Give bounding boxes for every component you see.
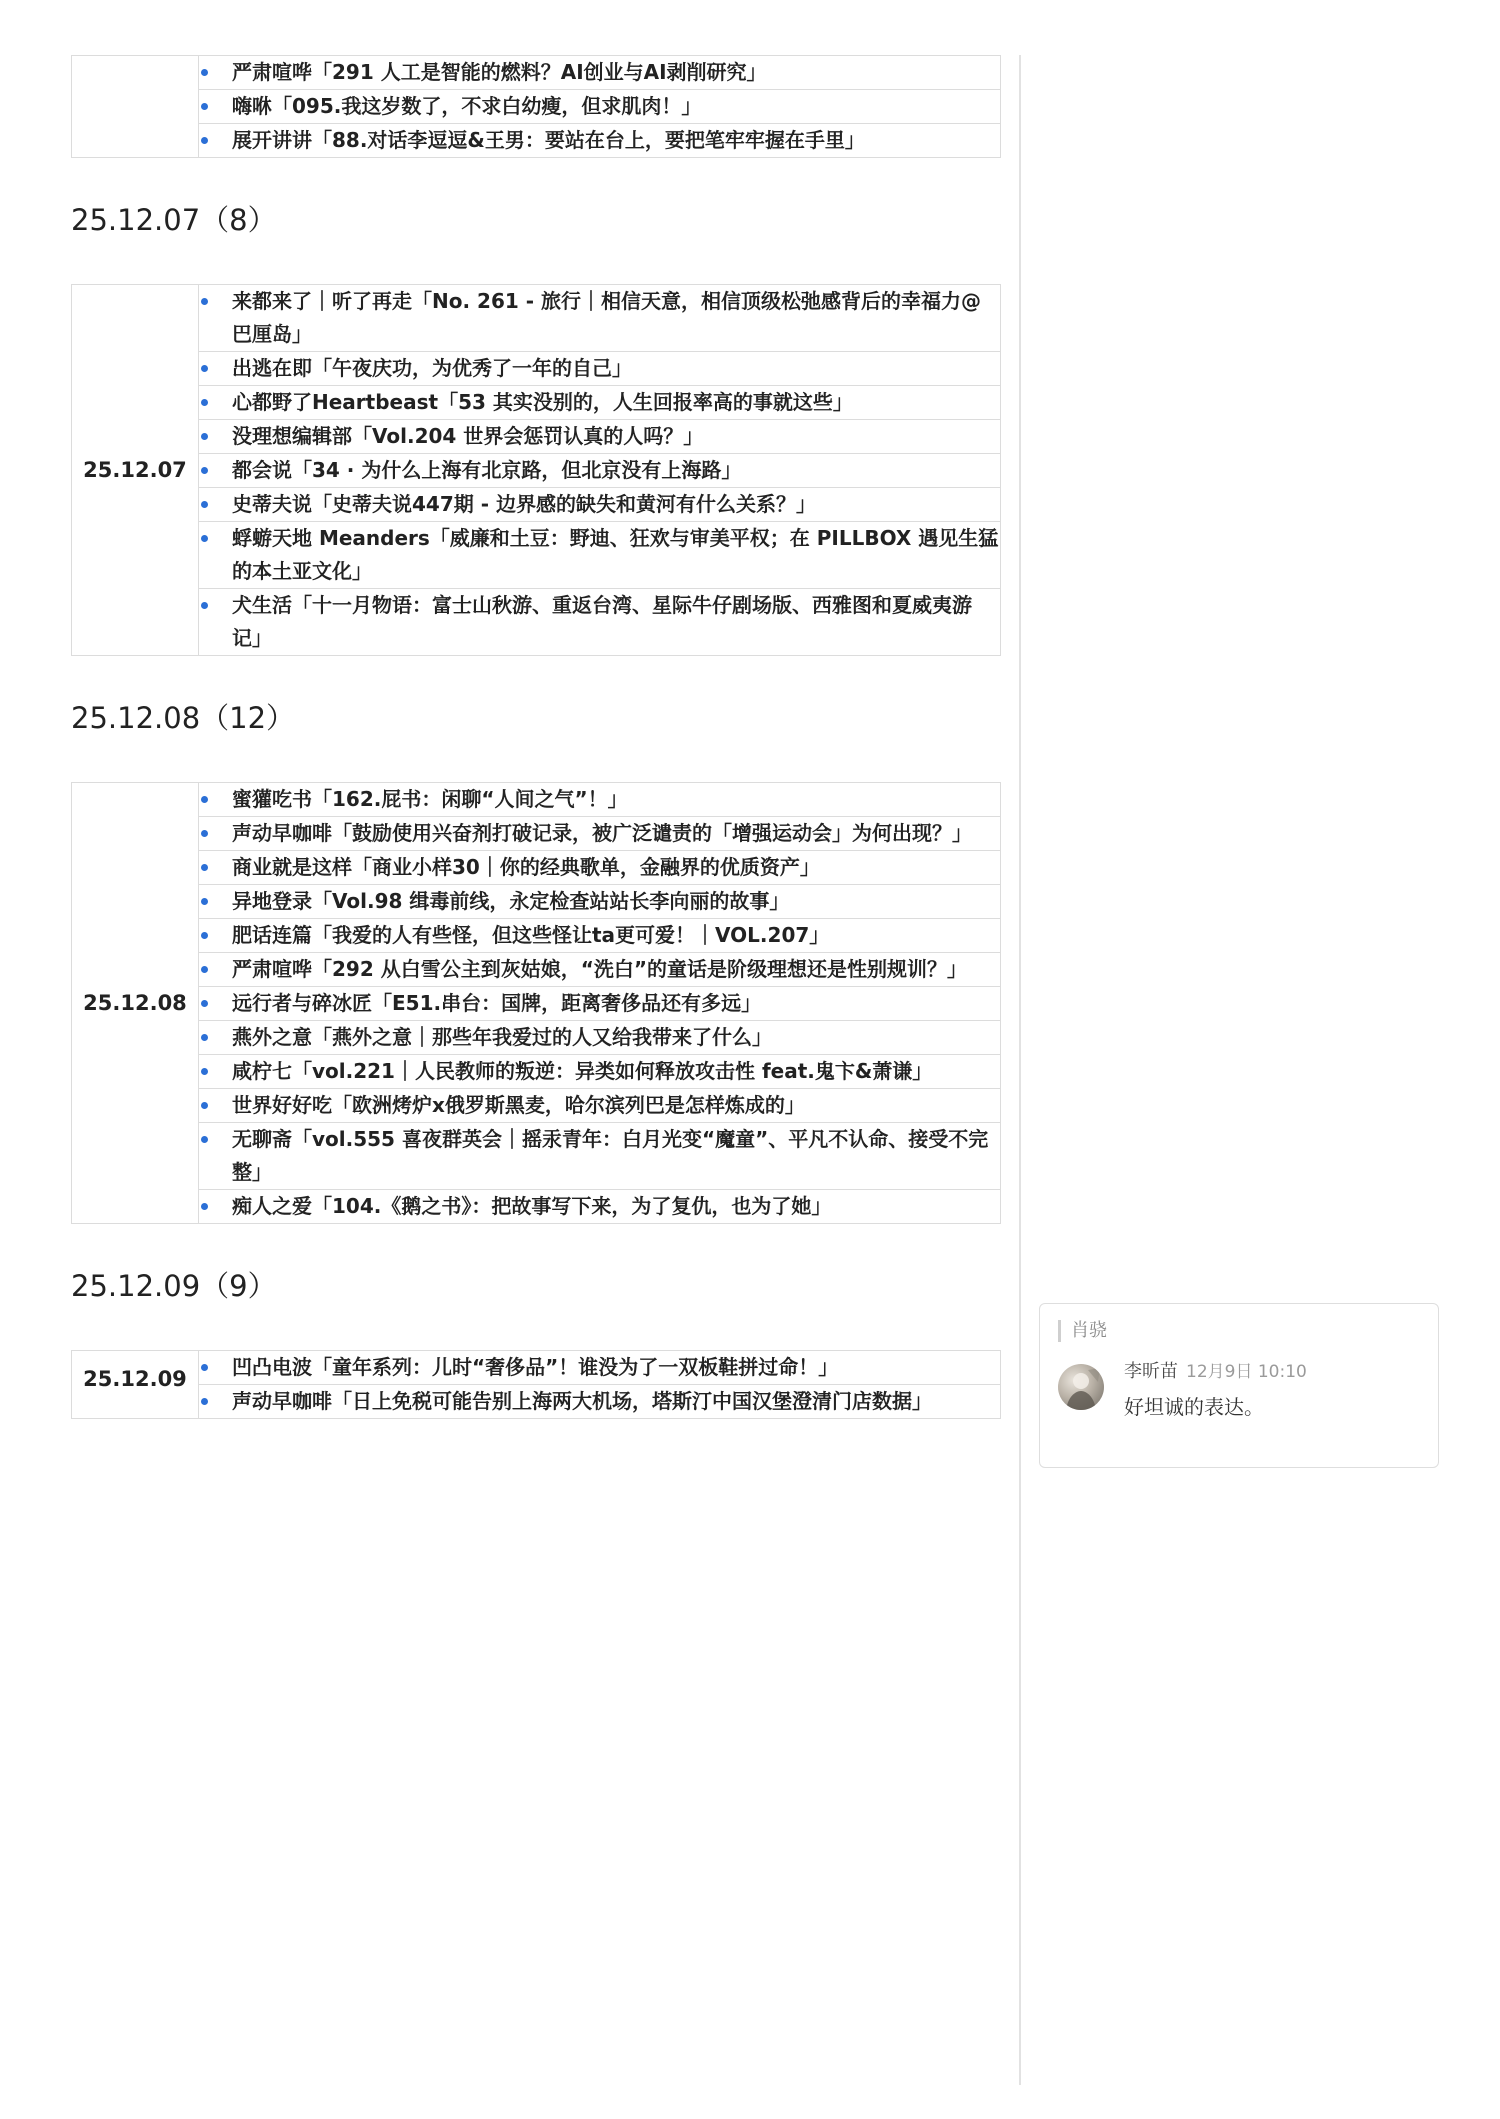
bullet-icon — [201, 433, 208, 440]
episode-title: 蜜獾吃书「162.屁书：闲聊“人间之气”！」 — [232, 787, 628, 811]
table-row — [72, 919, 1001, 953]
comment-time: 12月9日 10:10 — [1186, 1362, 1307, 1382]
table-row — [72, 1021, 1001, 1055]
date-cell: 25.12.07 — [72, 285, 199, 656]
table-row — [72, 352, 1001, 386]
list-item — [199, 420, 1001, 454]
table-row — [72, 420, 1001, 454]
list-item — [199, 1055, 1001, 1089]
list-item — [199, 1089, 1001, 1123]
bullet-icon — [201, 1136, 208, 1143]
comment-author-line — [1124, 1360, 1307, 1384]
table-row — [72, 386, 1001, 420]
episode-title: 严肃喧哗「292 从白雪公主到灰姑娘，“洗白”的童话是阶级理想还是性别规训？」 — [232, 957, 967, 981]
table-row — [72, 851, 1001, 885]
list-item — [199, 386, 1001, 420]
date-section-heading: 25.12.09（9） — [71, 1269, 277, 1303]
list-item — [199, 1021, 1001, 1055]
avatar[interactable] — [1058, 1364, 1104, 1410]
episode-title: 心都野了Heartbeast「53 其实没别的，人生回报率高的事就这些」 — [232, 390, 853, 414]
top-fragment-table — [71, 55, 1001, 158]
list-item — [199, 454, 1001, 488]
table-row — [72, 488, 1001, 522]
table-row — [72, 1055, 1001, 1089]
date-cell-empty — [72, 56, 199, 158]
bullet-icon — [201, 1000, 208, 1007]
table-row — [72, 285, 1001, 352]
list-item — [199, 987, 1001, 1021]
quoted-text: 肖骁 — [1058, 1320, 1107, 1342]
bullet-icon — [201, 69, 208, 76]
bullet-icon — [201, 103, 208, 110]
list-item — [199, 352, 1001, 386]
table-row — [72, 987, 1001, 1021]
list-item — [199, 783, 1001, 817]
list-item — [199, 522, 1001, 589]
episode-title: 痴人之爱「104.《鹅之书》：把故事写下来，为了复仇，也为了她」 — [232, 1194, 832, 1218]
bullet-icon — [201, 864, 208, 871]
sections-container — [71, 158, 1001, 1419]
table-row — [72, 454, 1001, 488]
table-row — [72, 1385, 1001, 1419]
list-item: 展开讲讲「88.对话李逗逗&王男：要站在台上，要把笔牢牢握在手里」 — [199, 124, 1001, 158]
date-section-heading: 25.12.08（12） — [71, 701, 296, 735]
bullet-icon — [201, 1398, 208, 1405]
table-row — [72, 885, 1001, 919]
list-item: 嗨咻「095.我这岁数了，不求白幼瘦，但求肌肉！」 — [199, 90, 1001, 124]
bullet-icon — [201, 501, 208, 508]
list-item — [199, 1190, 1001, 1224]
table-row — [72, 1089, 1001, 1123]
table-row — [72, 522, 1001, 589]
bullet-icon — [201, 1203, 208, 1210]
list-item — [199, 817, 1001, 851]
day-table — [71, 284, 1001, 656]
column-divider — [1019, 55, 1021, 2085]
episode-title: 肥话连篇「我爱的人有些怪，但这些怪让ta更可爱！｜VOL.207」 — [232, 923, 830, 947]
bullet-icon — [201, 932, 208, 939]
episode-title: 凹凸电波「童年系列：儿时“奢侈品”！谁没为了一双板鞋拼过命！」 — [232, 1355, 839, 1379]
comment-text: 好坦诚的表达。 — [1124, 1395, 1264, 1419]
date-cell: 25.12.09 — [72, 1351, 199, 1419]
bullet-icon — [201, 1034, 208, 1041]
comment-card[interactable] — [1039, 1303, 1439, 1468]
episode-title: 世界好好吃「欧洲烤炉x俄罗斯黑麦，哈尔滨列巴是怎样炼成的」 — [232, 1093, 805, 1117]
avatar-photo-icon — [1058, 1364, 1104, 1410]
table-row — [72, 783, 1001, 817]
bullet-icon — [201, 1068, 208, 1075]
bullet-icon — [201, 137, 208, 144]
table-row — [72, 1351, 1001, 1385]
list-item: 严肃喧哗「291 人工是智能的燃料？AI创业与AI剥削研究」 — [199, 56, 1001, 90]
episode-title: 都会说「34 · 为什么上海有北京路，但北京没有上海路」 — [232, 458, 742, 482]
bullet-icon — [201, 796, 208, 803]
episode-title: 声动早咖啡「鼓励使用兴奋剂打破记录，被广泛谴责的「增强运动会」为何出现？」 — [232, 821, 972, 845]
bullet-icon — [201, 1364, 208, 1371]
episode-title: 没理想编辑部「Vol.204 世界会惩罚认真的人吗？」 — [232, 424, 704, 448]
table-row — [72, 817, 1001, 851]
episode-title: 咸柠七「vol.221｜人民教师的叛逆：异类如何释放攻击性 feat.鬼卞&萧谦」 — [232, 1059, 933, 1083]
table-row — [72, 589, 1001, 656]
day-table — [71, 1350, 1001, 1419]
list-item — [199, 488, 1001, 522]
list-item — [199, 953, 1001, 987]
bullet-icon — [201, 399, 208, 406]
episode-title: 来都来了｜听了再走「No. 261 - 旅行｜相信天意，相信顶级松弛感背后的幸福力@巴厘岛」 — [232, 289, 982, 346]
bullet-icon — [201, 535, 208, 542]
episode-title: 燕外之意「燕外之意｜那些年我爱过的人又给我带来了什么」 — [232, 1025, 772, 1049]
episode-title: 声动早咖啡「日上免税可能告别上海两大机场，塔斯汀中国汉堡澄清门店数据」 — [232, 1389, 932, 1413]
bullet-icon — [201, 365, 208, 372]
date-cell: 25.12.08 — [72, 783, 199, 1224]
bullet-icon — [201, 830, 208, 837]
bullet-icon — [201, 898, 208, 905]
day-table — [71, 782, 1001, 1224]
table-row — [72, 1190, 1001, 1224]
episode-title: 商业就是这样「商业小样30｜你的经典歌单，金融界的优质资产」 — [232, 855, 820, 879]
episode-title: 异地登录「Vol.98 缉毒前线，永定检查站站长李向丽的故事」 — [232, 889, 790, 913]
bullet-icon — [201, 467, 208, 474]
episode-title: 出逃在即「午夜庆功，为优秀了一年的自己」 — [232, 356, 632, 380]
comment-author[interactable]: 李昕苗 — [1124, 1361, 1178, 1382]
bullet-icon — [201, 1102, 208, 1109]
episode-title: 无聊斋「vol.555 喜夜群英会｜摇汞青年：白月光变“魔童”、平凡不认命、接受不完整」 — [232, 1127, 989, 1184]
episode-title: 蜉蝣天地 Meanders「威廉和土豆：野迪、狂欢与审美平权；在 PILLBOX 遇见生猛的本土亚文化」 — [232, 526, 999, 583]
list-item — [199, 589, 1001, 656]
bullet-icon — [201, 966, 208, 973]
episode-title: 犬生活「十一月物语：富士山秋游、重返台湾、星际牛仔剧场版、西雅图和夏威夷游记」 — [232, 593, 972, 650]
list-item — [199, 851, 1001, 885]
list-item — [199, 919, 1001, 953]
table-row — [72, 953, 1001, 987]
document-body — [71, 55, 1001, 1419]
date-section-heading: 25.12.07（8） — [71, 203, 277, 237]
bullet-icon — [201, 602, 208, 609]
list-item — [199, 885, 1001, 919]
list-item — [199, 1351, 1001, 1385]
list-item — [199, 1385, 1001, 1419]
episode-title: 远行者与碎冰匠「E51.串台：国牌，距离奢侈品还有多远」 — [232, 991, 762, 1015]
list-item — [199, 1123, 1001, 1190]
table-row — [72, 1123, 1001, 1190]
episode-title: 史蒂夫说「史蒂夫说447期 - 边界感的缺失和黄河有什么关系？」 — [232, 492, 816, 516]
list-item — [199, 285, 1001, 352]
bullet-icon — [201, 298, 208, 305]
